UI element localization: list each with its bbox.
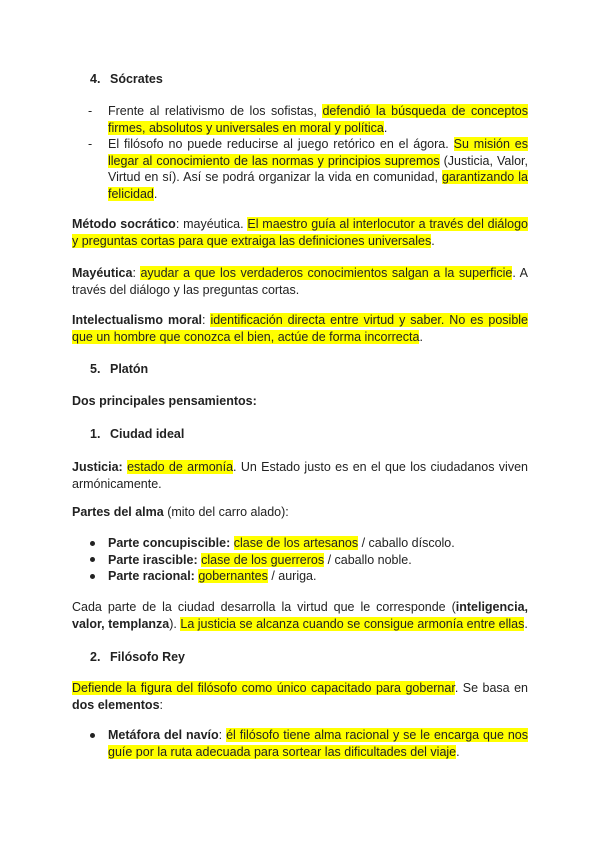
highlight: defendió la búsqueda de conceptos firmes, absolutos y universales en moral y política <box>108 104 528 135</box>
highlight: La justicia se alcanza cuando se consigue armonía entre ellas <box>180 616 525 631</box>
term: Método socrático <box>72 217 176 231</box>
paragraph-intelectualismo: Intelectualismo moral: identificación directa entre virtud y saber. No es posible que un hombre que conozca el bien, actúe de forma incorrecta. <box>72 313 528 344</box>
paragraph-justicia: Justicia: estado de armonía. Un Estado justo es en el que los ciudadanos viven armónicamente. <box>72 460 528 491</box>
dash-marker: - <box>88 137 93 151</box>
highlight: clase de los guerreros <box>201 552 325 567</box>
subtitle-pensamientos: Dos principales pensamientos: <box>72 394 257 408</box>
term: Mayéutica <box>72 266 133 280</box>
list-item: Parte irascible: clase de los guerreros / caballo noble. <box>72 552 528 569</box>
list-item: Parte concupiscible: clase de los artesanos / caballo díscolo. <box>72 535 528 552</box>
paragraph-mayeutica: Mayéutica: ayudar a que los verdaderos conocimientos salgan a la superficie. A través del diálogo y las preguntas cortas. <box>72 266 529 297</box>
bold-text: dos elementos <box>72 697 160 712</box>
highlight: estado de armonía <box>127 460 234 474</box>
bullet-icon <box>90 557 95 562</box>
dash-marker: - <box>88 104 93 118</box>
list-item: - El filósofo no puede reducirse al juego retórico en el ágora. Su misión es llegar al conocimiento de las normas y principios supremos (Justicia, Valor, Virtud en sí). Así se podrá organizar la vida en comunidad, garantizando la felicidad. <box>88 137 528 201</box>
heading-number: 2. <box>90 650 101 664</box>
paragraph-filosofo-rey: Defiende la figura del filósofo como único capacitado para gobernar. Se basa en dos elementos: <box>72 681 528 712</box>
term: Justicia: <box>72 460 123 474</box>
highlight: gobernantes <box>198 569 268 583</box>
list-item: Parte racional: gobernantes / auriga. <box>72 568 528 585</box>
paragraph-metodo: Método socrático: mayéutica. El maestro guía al interlocutor a través del diálogo y preguntas cortas para que extraiga las definiciones universales. <box>72 217 528 248</box>
partes-alma-list <box>72 535 528 585</box>
heading-number: 4. <box>90 72 101 86</box>
term: Parte racional: <box>108 569 195 583</box>
highlight: El maestro guía al interlocutor a través del diálogo y preguntas cortas para que extraiga las definiciones universales <box>72 217 528 248</box>
highlight: identificación directa entre virtud y saber. No es posible que un hombre que conozca el bien, actúe de forma incorrecta <box>72 313 528 344</box>
term: Metáfora del navío <box>108 728 219 742</box>
heading-title: Sócrates <box>110 72 163 86</box>
highlight: ayudar a que los verdaderos conocimientos salgan a la superficie <box>140 266 513 280</box>
highlight: garantizando la felicidad <box>108 170 528 201</box>
heading-title: Platón <box>110 362 149 376</box>
heading-number: 5. <box>90 362 101 376</box>
highlight: Defiende la figura del filósofo como único capacitado para gobernar <box>72 681 455 695</box>
list-item: - Frente al relativismo de los sofistas, defendió la búsqueda de conceptos firmes, absolutos y universales en moral y política. <box>88 104 528 135</box>
bullet-icon <box>90 574 95 579</box>
highlight: clase de los artesanos <box>233 536 359 550</box>
paragraph-virtud: Cada parte de la ciudad desarrolla la virtud que le corresponde (inteligencia, valor, templanza). La justicia se alcanza cuando se consigue armonía entre ellas. <box>72 600 528 631</box>
socrates-points <box>72 103 528 202</box>
heading-number: 1. <box>90 427 101 441</box>
heading-filosofo-rey <box>90 649 546 666</box>
heading-ciudad-ideal <box>90 426 546 443</box>
paragraph-partes-alma: Partes del alma (mito del carro alado): <box>72 505 289 519</box>
heading-platon <box>90 361 546 378</box>
bullet-icon <box>90 541 95 546</box>
highlight: él filósofo tiene alma racional y se le encarga que nos guíe por la ruta adecuada para sortear las dificultades del viaje <box>108 728 528 759</box>
heading-title: Filósofo Rey <box>110 650 186 664</box>
bold-text: inteligencia, valor, templanza <box>72 600 528 631</box>
heading-title: Ciudad ideal <box>110 427 185 441</box>
list-item: Metáfora del navío: él filósofo tiene alma racional y se le encarga que nos guíe por la ruta adecuada para sortear las dificultades del viaje. <box>72 727 528 760</box>
elementos-list <box>72 727 528 760</box>
term: Intelectualismo moral <box>72 313 202 327</box>
term: Partes del alma <box>72 505 164 519</box>
heading-socrates <box>90 71 546 88</box>
highlight: Su misión es llegar al conocimiento de las normas y principios supremos <box>108 137 528 168</box>
term: Parte irascible: <box>108 552 198 567</box>
term: Parte concupiscible: <box>108 536 231 550</box>
bullet-icon <box>90 733 95 738</box>
